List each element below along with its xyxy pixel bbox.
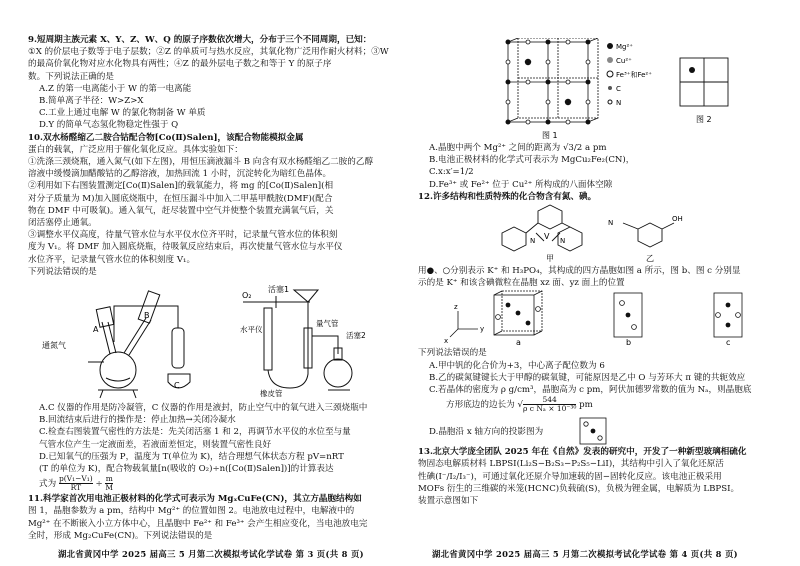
q13-line: MOFs 衍生的三维碳的米笼(HCNC)负载硫(S)，负极为锂金属，电解质为 LBPSI。 [418,483,740,494]
fraction-2 [105,475,113,492]
fig2-caption: 图 2 [696,115,712,124]
q10-option: D.已知氧气的压强为 P，温度为 T(单位为 K)，结合理想气体状态方程 pV=nRT [39,451,344,462]
unit-cells [418,289,780,347]
cell-a-label: a [516,338,521,348]
q9-option: B.简单离子半径：W>Z>X [39,96,144,107]
fig1-caption: 图 1 [542,131,558,140]
q10-line: 水位齐平，记录量气管水位的体积刻度 V₁。 [28,254,196,265]
label-c: C [174,381,180,391]
q10-line: 溶液中缓慢滴加醋酸钴的乙醇溶液，加热回流 1 小时，沉淀转化为暗红色晶体。 [28,169,332,180]
q12-option: D.晶胞沿 x 轴方向的投影图为 [429,427,544,438]
crystal-drawing [418,38,780,142]
legend-cu-marker [607,57,613,63]
legend-mg: Mg²⁺ [616,43,633,51]
fig2-mg-marker [689,67,695,73]
question-10 [28,132,396,278]
q10-line: 对分子质量为 M)加入圆底烧瓶中，在恒压漏斗中加入二甲基甲酰胺(DMF)(配合 [28,193,333,204]
q9-line: 数。下列说法正确的是 [28,71,114,82]
q12c-prefix: 方形底边的边长为 [446,400,515,411]
formula-prefix: 式为 [39,479,57,490]
q9-line: 的最高价氧化物对应水化物具有两性；④Z 的最外层电子数之和等于 Y 的原子序 [28,59,332,70]
fraction-1-num: p(V₁−V₁) [58,474,93,484]
q9-option: A.Z 的第一电离能小于 W 的第一电离能 [39,83,192,94]
q9-line: ①X 的价层电子数等于电子层数；②Z 的单质可与热水反应，其氧化物广泛用作耐火材料；③W [28,47,389,58]
q13-line: 性碘(I⁻/I₂/I₃⁻)，可通过氧化还原介导加速载的固−固转化反应。该电池正极采用 [418,471,722,482]
molecule-drawing [418,203,780,265]
label-nitrogen: 通氮气 [42,341,66,351]
q11-option: A.晶胞中两个 Mg²⁺ 之间的距离为 √3/2 a pm [429,143,607,153]
legend-n-marker [608,100,612,104]
q12c-den: ρ c Nₐ × 10⁻³⁰ [522,404,577,414]
q10-line: ②利用如下右图装置测定[Co(Ⅱ)Salen]的载氧能力，将 mg 的[Co(Ⅱ)Salen](相 [28,181,334,192]
q11-option: D.Fe³⁺ 或 Fe²⁺ 位于 Cu²⁺ 所构成的八面体空隙 [429,179,613,190]
legend-n: N [616,99,622,107]
right-footer: 湖北省黄冈中学 2025 届高三 5 月第二次模拟考试化学试卷 第 4 页(共 8 页) [432,548,738,559]
q12c-num: 544 [523,396,576,405]
left-page [28,34,396,542]
label-level: 水平仪 [240,325,263,335]
label-valve1: 活塞1 [268,285,290,295]
legend-c: C [616,85,621,93]
q11-option: B.电池正极材料的化学式可表示为 MgCu₂Fe₂(CN)， [429,155,635,166]
q11-line: 全时，形成 Mg₂CuFe(CN)。下列说法错误的是 [28,530,213,541]
q10-option: 气管水位产生一定液面差，若液面差恒定，则装置气密性良好 [39,439,272,450]
atom-n2: N [560,237,566,246]
label-jia: 甲 [546,254,554,264]
fig2-grid [680,58,728,106]
label-hose: 橡皮管 [260,389,283,399]
metal-v: V [544,232,550,242]
q10-option: (T 的单位为 K)，配合物载氧量[n(吸收的 O₂)÷n([Co(Ⅱ)Salen])]的计算表达 [39,464,334,475]
axis-x: y [480,325,485,334]
q10-option: C.检查右图装置气密性的方法是：先关闭活塞 1 和 2，再调节水平仪的水位至与量 [39,427,351,438]
label-o2: O₂ [242,291,252,301]
q12c-fraction [523,396,576,413]
crystal-figures [418,38,780,142]
q12-option-d-block [418,416,780,446]
legend-mg-marker [607,43,613,49]
q10-line: 物在 DMF 中可吸氧)。通入氧气，赶尽装置中空气并使整个装置充满氧气后，关 [28,205,334,216]
q11-option: C.x:x′=1/2 [429,167,474,178]
label-burette: 量气管 [316,319,339,329]
q9-line: 9.短周期主族元素 X、Y、Z、W、Q 的原子序数依次增大，分布于三个不同周期，已知： [28,35,372,45]
q10-line: 度为 V₁。将 DMF 加入圆底烧瓶，待吸氧反应结束后，再次使量气管水位与水平仪 [28,242,343,253]
atom-n3: N [608,219,614,228]
q10-option-d-formula: 式为 $\frac{\text{p(V₁−V₁)}}{RT}$ ÷ $\frac{m}{M}$ [39,474,114,493]
label-b: B [144,311,150,321]
q10-option: A.C 仪器的作用是防冷凝管，C 仪器的作用是液封，防止空气中的氧气进入三颈烧瓶中 [39,403,368,414]
q9-option: D.Y 的简单气态氢化物稳定性强于 Q [39,120,179,131]
molecule-figures [418,203,780,265]
axis-z: z [454,303,458,312]
q10-line: 闭活塞停止通氧。 [28,218,97,229]
q13-line: 13.北京大学庞全团队 2025 年在《自然》发表的研究中，开发了一种新型玻璃相硫化 [418,447,747,458]
q12-question: 下列说法错误的是 [418,348,487,359]
apparatus-figure [28,278,396,402]
q10-line: 下列说法错误的是 [28,266,97,277]
q13-line: 物固态电解质材料 LBPSI(Li₂S−B₂S₃−P₂S₅−LiI)，其结构中引入了氧化还原活 [418,459,724,470]
q11-line: 11.科学家首次用电池正极材料的化学式可表示为 MgₓCuFe(CN)，其立方晶胞结构如 [28,494,362,505]
q12-option: A.甲中钒的化合价为+3，中心离子配位数为 6 [429,360,605,371]
q10-line: ①洗涤三颈烧瓶，通入氮气(如下左图)，用恒压滴液漏斗 B 向含有双水杨醛缩乙二胺的乙醇 [28,157,374,168]
label-valve2: 活塞2 [346,331,366,341]
legend-fe-marker [607,71,613,77]
q12-text: 示的是 K⁺ 和该含碘微粒在晶胞 xz 面、yz 面上的位置 [418,278,625,289]
fraction-1-den: RT [70,483,82,493]
q10-options [28,402,396,493]
q12-option: B.乙的碳氮键键长大于甲醇的碳氧键，可能原因是乙中 O 与芳环大 π 键的共轭效应 [429,372,746,383]
q12-stem: 12.许多结构和性质特殊的化合物含有氮、碘。 [418,191,597,202]
right-page [418,38,780,507]
legend-fe: Fe³⁺和Fe²⁺ [616,71,652,79]
q10-option: B.回流结束后进行的操作是：停止加热→关闭冷凝水 [39,415,236,426]
axis-y: x [444,337,449,346]
fraction-2-den: M [105,483,114,493]
q10-line: 蛋白的载氧，广泛应用于催化氧化反应。具体实验如下： [28,144,243,155]
projection-diagram [576,416,612,446]
apparatus-drawing [28,278,396,402]
legend-c-marker [608,86,612,90]
q12-text: 用●、○分别表示 K⁺ 和 H₃PO₄，其构成的四方晶胞如图 a 所示，图 b、图 c 分别显 [418,266,741,277]
q13-line: 装置示意图如下 [418,496,479,507]
q12c-unit: pm [579,400,593,411]
label-a: A [93,325,99,335]
question-9 [28,34,396,132]
q11-line: 图 1，晶胞参数为 a pm，结构中 Mg²⁺ 的位置如图 2。电池放电过程中，电解液中的 [28,506,355,517]
question-11 [28,493,396,542]
q10-line: ③调整水平仪高度，待量气管水位与水平仪水位齐平时，记录量气管水位的体积刻 [28,230,338,241]
q12-option: C.若晶体的密度为 ρ g/cm³，晶胞高为 c pm，阿伏加德罗常数的值为 Nₐ，则晶胞底 [429,385,752,396]
atom-oh: OH [672,215,683,224]
atom-n1: N [530,237,536,246]
fraction-2-num: m [105,474,113,484]
fraction-1 [59,475,93,492]
cell-c-label: c [726,338,731,348]
q11-line: Mg²⁺ 在不断嵌入小立方体中心，且晶胞中 Fe²⁺ 和 Fe³⁺ 会产生相应变化，当电池放电完 [28,518,368,529]
q10-line: 10.双水杨醛缩乙二胺合钴配合物[Co(Ⅱ)Salen]，该配合物能模拟金属 [28,132,304,143]
legend-cu: Cu²⁺ [616,57,632,65]
label-yi: 乙 [646,254,654,264]
q12-option-c-formula: 方形底边的边长为 √ $\frac{544}{\text{ρ c Nₐ × 10⁻³⁰}}$ pm [446,395,593,414]
q11-options [418,142,780,191]
left-footer: 湖北省黄冈中学 2025 届高三 5 月第二次模拟考试化学试卷 第 3 页(共 8 页) [58,548,364,559]
q9-option: C.工业上通过电解 W 的氯化物制备 W 单质 [39,108,206,119]
cell-b-label: b [626,338,632,348]
unit-cells-drawing [418,289,780,347]
question-13 [418,446,780,507]
